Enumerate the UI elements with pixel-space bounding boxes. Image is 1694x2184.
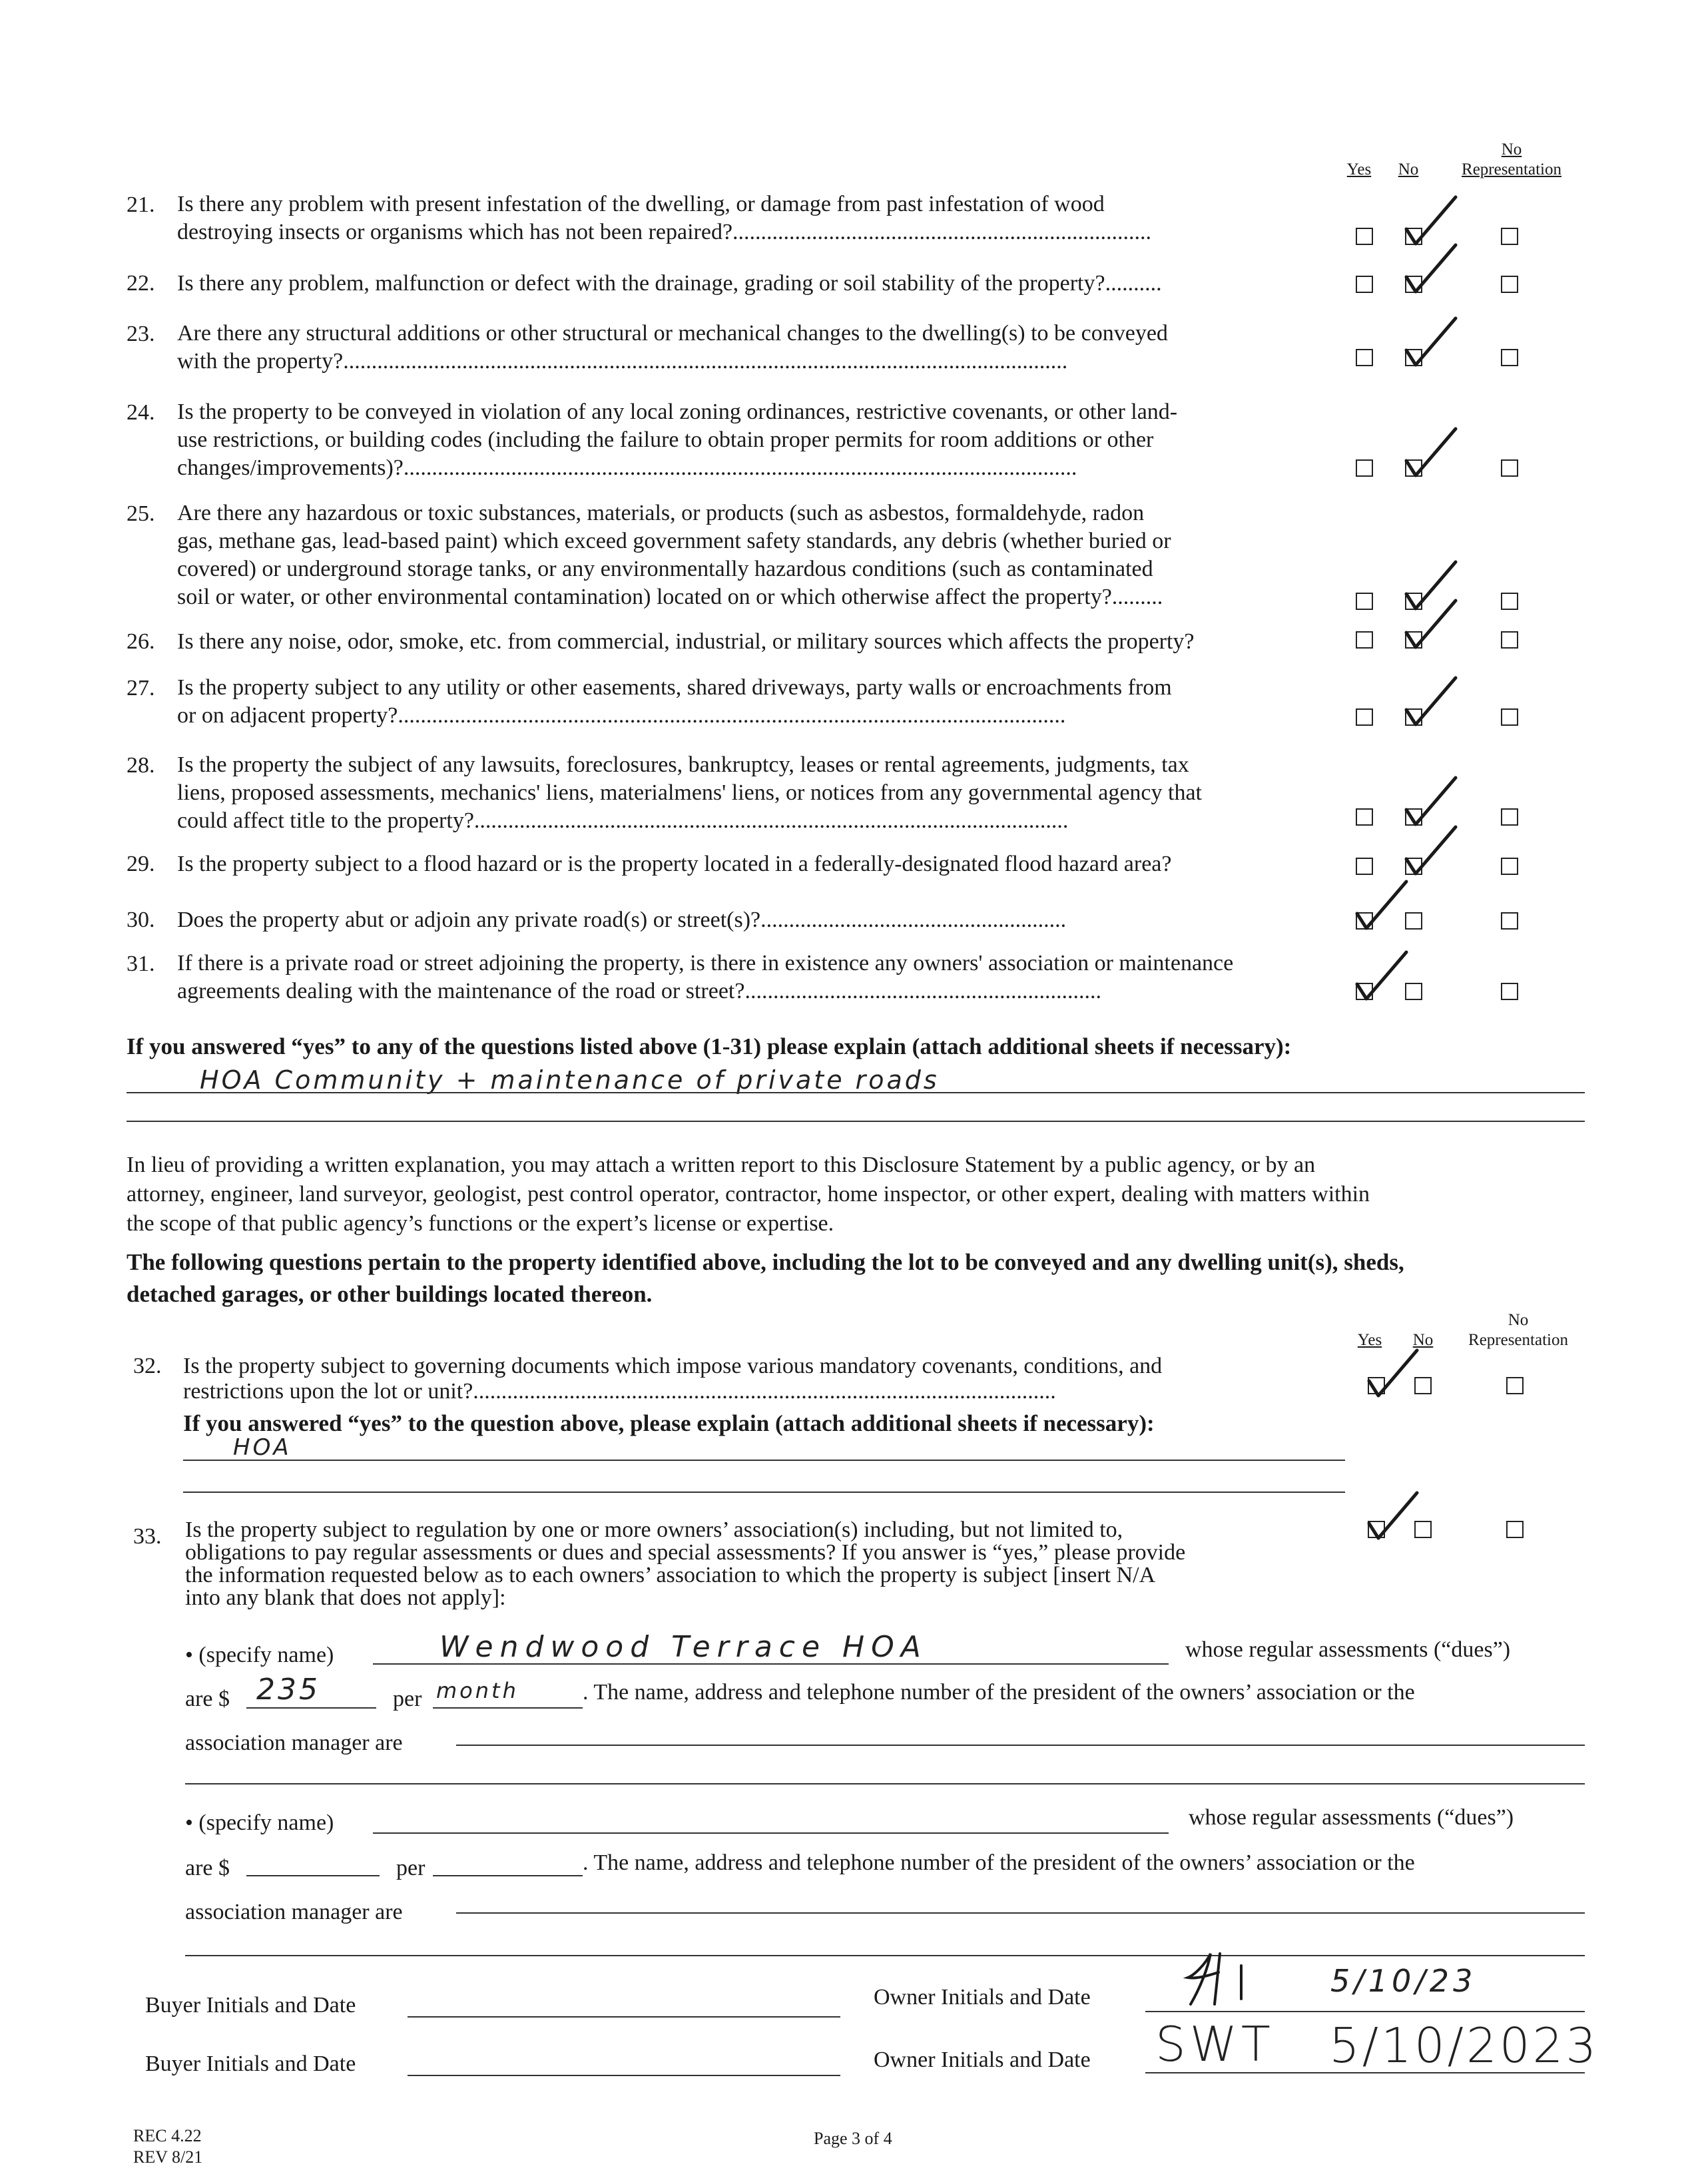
owner2-date[interactable]: 5/10/2023 [1329, 2018, 1599, 2073]
question-29-checkmark-icon [1402, 823, 1462, 876]
question-number: 25. [127, 501, 155, 526]
question-text [177, 269, 1378, 298]
assoc1-amount-line [246, 1707, 376, 1709]
q33-no-representation-checkbox[interactable] [1506, 1521, 1524, 1538]
question-line: liens, proposed assessments, mechanics' liens, materialmens' liens, or notices from any governmental agency that [177, 780, 1202, 805]
owner2-initials-line[interactable] [1145, 2072, 1585, 2073]
q32-yes-checkmark-icon [1365, 1346, 1425, 1400]
assoc1-manager-line-1 [456, 1745, 1585, 1746]
q32-no-representation-checkbox[interactable] [1506, 1377, 1524, 1394]
question-line: Does the property abut or adjoin any private road(s) or street(s)?...................................................... [177, 908, 1067, 932]
buyer2-initials-line[interactable] [408, 2075, 840, 2076]
question-line: Is there any problem, malfunction or defect with the drainage, grading or soil stability of the property?.......... [177, 271, 1162, 296]
buyer1-initials-label: Buyer Initials and Date [145, 1993, 356, 2018]
question-line: Is the property subject to any utility or other easements, shared driveways, party walls or encroachments from [177, 675, 1172, 700]
q32-line-1: Is the property subject to governing documents which impose various mandatory covenants, conditions, and [183, 1354, 1163, 1378]
question-27-checkmark-icon [1402, 674, 1462, 727]
question-25-no-representation-checkbox[interactable] [1501, 593, 1518, 610]
assoc1-name[interactable]: Wendwood Terrace HOA [439, 1630, 928, 1664]
question-number: 24. [127, 400, 155, 425]
assoc1-per-label: per [393, 1687, 422, 1711]
question-text [177, 850, 1378, 879]
question-text [177, 190, 1378, 246]
assoc2-are-label: are $ [185, 1856, 230, 1880]
assoc1-are-label: are $ [185, 1687, 230, 1711]
q33-line-1: Is the property subject to regulation by one or more owners’ association(s) including, but not limited to, [185, 1517, 1123, 1542]
question-line: Is there any noise, odor, smoke, etc. from commercial, industrial, or military sources which affects the property? [177, 629, 1195, 654]
question-24-yes-checkbox[interactable] [1356, 459, 1373, 477]
question-26-yes-checkbox[interactable] [1356, 631, 1373, 649]
question-line: Are there any hazardous or toxic substances, materials, or products (such as asbestos, formaldehyde, radon [177, 501, 1145, 525]
assoc1-name-line [373, 1663, 1169, 1665]
question-number: 28. [127, 753, 155, 778]
owner2-initials[interactable]: SWT [1155, 2016, 1274, 2072]
assoc2-manager-label: association manager are [185, 1900, 403, 1924]
question-23-checkmark-icon [1402, 314, 1462, 368]
q32-explain-line-1 [183, 1460, 1345, 1461]
question-31-checkmark-icon [1353, 948, 1413, 1001]
assoc2-president-label: . The name, address and telephone number of the president of the owners’ association or the [583, 1850, 1415, 1875]
q33-yes-checkmark-icon [1365, 1489, 1425, 1542]
question-line: destroying insects or organisms which has not been repaired?.......................................................................... [177, 220, 1152, 244]
assoc2-dues-label: whose regular assessments (“dues”) [1189, 1805, 1514, 1830]
question-line: could affect title to the property?......................................................................................................... [177, 808, 1069, 833]
assoc2-amount-line [246, 1875, 380, 1876]
assoc2-name-line [373, 1832, 1169, 1834]
question-line: Is the property to be conveyed in violation of any local zoning ordinances, restrictive covenants, or other land- [177, 400, 1178, 424]
explain-line-2 [127, 1121, 1585, 1122]
assoc1-amount[interactable]: 235 [256, 1673, 320, 1707]
question-line: If there is a private road or street adjoining the property, is there in existence any owners' association or maintenance [177, 951, 1234, 975]
question-line: gas, methane gas, lead-based paint) which exceed government safety standards, any debris (whether buried or [177, 529, 1171, 553]
explain-1-31-prompt: If you answered “yes” to any of the questions listed above (1-31) please explain (attach additional sheets if necessary): [127, 1033, 1292, 1059]
question-line: changes/improvements)?....................................................................................................................... [177, 455, 1077, 480]
question-23-yes-checkbox[interactable] [1356, 349, 1373, 366]
assoc1-per-value[interactable]: month [436, 1678, 519, 1703]
question-text [177, 627, 1378, 657]
question-line: Are there any structural additions or other structural or mechanical changes to the dwelling(s) to be conveyed [177, 321, 1168, 346]
assoc2-per-line [433, 1875, 583, 1876]
question-29-yes-checkbox[interactable] [1356, 858, 1373, 875]
question-text [177, 751, 1378, 835]
yes-column-header: Yes [1346, 160, 1372, 178]
question-30-checkmark-icon [1353, 878, 1413, 931]
question-28-yes-checkbox[interactable] [1356, 808, 1373, 826]
section-heading-line-1: The following questions pertain to the property identified above, including the lot to be conveyed and any dwelling unit(s), sheds, [127, 1249, 1404, 1275]
question-22-no-representation-checkbox[interactable] [1501, 276, 1518, 293]
q32-line-2: restrictions upon the lot or unit?....................................................................................................... [183, 1379, 1056, 1404]
question-line: soil or water, or other environmental contamination) located on or which otherwise affect the property?......... [177, 585, 1163, 609]
question-24-no-representation-checkbox[interactable] [1501, 459, 1518, 477]
question-line: covered) or underground storage tanks, or any environmentally hazardous conditions (such as contaminated [177, 557, 1153, 581]
no-representation-header-line1: No [1501, 140, 1522, 158]
assoc1-dues-label: whose regular assessments (“dues”) [1185, 1637, 1511, 1662]
form-code: REC 4.22 [133, 2126, 202, 2145]
owner1-initials-line[interactable] [1145, 2011, 1585, 2012]
form-revision: REV 8/21 [133, 2147, 203, 2167]
question-line: Is the property the subject of any lawsuits, foreclosures, bankruptcy, leases or rental agreements, judgments, tax [177, 752, 1189, 777]
question-line: Is the property subject to a flood hazard or is the property located in a federally-designated flood hazard area? [177, 852, 1172, 876]
assoc2-per-label: per [396, 1856, 425, 1880]
q33-number: 33. [133, 1524, 162, 1549]
question-line: or on adjacent property?...................................................................................................................... [177, 703, 1066, 728]
question-27-no-representation-checkbox[interactable] [1501, 708, 1518, 726]
in-lieu-line-3: the scope of that public agency’s functions or the expert’s license or expertise. [127, 1211, 834, 1236]
question-number: 30. [127, 908, 155, 932]
question-line: Is there any problem with present infestation of the dwelling, or damage from past infestation of wood [177, 192, 1105, 216]
question-21-yes-checkbox[interactable] [1356, 228, 1373, 245]
in-lieu-line-2: attorney, engineer, land surveyor, geologist, pest control operator, contractor, home inspector, or other expert, dealing with matters within [127, 1182, 1370, 1207]
assoc1-specify-label: • (specify name) [185, 1643, 334, 1667]
assoc1-per-line [433, 1707, 583, 1709]
assoc1-manager-line-2 [185, 1783, 1585, 1784]
q33-line-4: into any blank that does not apply]: [185, 1585, 506, 1610]
no-column-header: No [1398, 160, 1419, 178]
question-28-checkmark-icon [1402, 774, 1462, 827]
no-representation-header-2-line2: Representation [1468, 1331, 1568, 1349]
owner1-initials-signature [1172, 1948, 1272, 2008]
question-line: use restrictions, or building codes (including the failure to obtain proper permits for room additions or other [177, 427, 1154, 452]
q33-line-3: the information requested below as to each owners’ association to which the property is subject [insert N/A [185, 1563, 1156, 1587]
assoc1-manager-label: association manager are [185, 1731, 403, 1755]
owner2-initials-label: Owner Initials and Date [874, 2048, 1091, 2072]
question-text [177, 906, 1378, 935]
question-26-checkmark-icon [1402, 597, 1462, 650]
buyer2-initials-label: Buyer Initials and Date [145, 2051, 356, 2076]
question-number: 26. [127, 629, 155, 654]
no-representation-header-2-line1: No [1508, 1311, 1529, 1329]
explain-line-1 [127, 1092, 1585, 1093]
question-26-no-representation-checkbox[interactable] [1501, 631, 1518, 649]
q32-explain-line-2 [183, 1492, 1345, 1493]
question-22-yes-checkbox[interactable] [1356, 276, 1373, 293]
question-line: with the property?................................................................................................................................ [177, 349, 1068, 374]
section-heading-line-2: detached garages, or other buildings located thereon. [127, 1281, 653, 1307]
question-number: 23. [127, 322, 155, 346]
question-text [177, 499, 1378, 611]
owner1-initials-label: Owner Initials and Date [874, 1985, 1091, 2010]
q32-explain-prompt: If you answered “yes” to the question above, please explain (attach additional sheets if necessary): [183, 1410, 1155, 1436]
q32-number: 32. [133, 1354, 162, 1378]
yes-column-header-2: Yes [1357, 1331, 1382, 1349]
question-line: agreements dealing with the maintenance of the road or street?............................................................... [177, 979, 1101, 1003]
question-23-no-representation-checkbox[interactable] [1501, 349, 1518, 366]
in-lieu-line-1: In lieu of providing a written explanation, you may attach a written report to this Disclosure Statement by a public agency, or by an [127, 1153, 1316, 1177]
q32-explain-answer[interactable]: HOA [233, 1434, 292, 1461]
question-text [177, 674, 1378, 730]
question-30-no-representation-checkbox[interactable] [1501, 912, 1518, 930]
question-number: 27. [127, 676, 155, 700]
question-number: 22. [127, 271, 155, 296]
assoc1-president-label: . The name, address and telephone number of the president of the owners’ association or the [583, 1680, 1415, 1705]
question-29-no-representation-checkbox[interactable] [1501, 858, 1518, 875]
assoc2-manager-line-1 [456, 1912, 1585, 1914]
no-column-header-2: No [1412, 1331, 1434, 1349]
question-text [177, 950, 1378, 1005]
q33-line-2: obligations to pay regular assessments or dues and special assessments? If you answer is “yes,” please provide [185, 1540, 1186, 1565]
question-28-no-representation-checkbox[interactable] [1501, 808, 1518, 826]
question-24-checkmark-icon [1402, 425, 1462, 478]
owner1-date[interactable]: 5/10/23 [1330, 1963, 1477, 1999]
no-representation-header-line2: Representation [1462, 160, 1561, 178]
question-number: 29. [127, 852, 155, 876]
explain-1-31-answer[interactable]: HOA Community + maintenance of private roads [200, 1065, 940, 1095]
question-number: 21. [127, 192, 155, 217]
question-21-no-representation-checkbox[interactable] [1501, 228, 1518, 245]
question-text [177, 320, 1378, 376]
buyer1-initials-line[interactable] [408, 2016, 840, 2018]
question-number: 31. [127, 952, 155, 976]
question-text [177, 398, 1378, 482]
question-27-yes-checkbox[interactable] [1356, 708, 1373, 726]
assoc2-specify-label: • (specify name) [185, 1810, 334, 1835]
question-22-checkmark-icon [1402, 241, 1462, 294]
page-number: Page 3 of 4 [814, 2129, 892, 2148]
question-21-checkmark-icon [1402, 193, 1462, 246]
question-25-yes-checkbox[interactable] [1356, 593, 1373, 610]
question-31-no-representation-checkbox[interactable] [1501, 983, 1518, 1000]
assoc2-manager-line-2 [185, 1955, 1585, 1956]
